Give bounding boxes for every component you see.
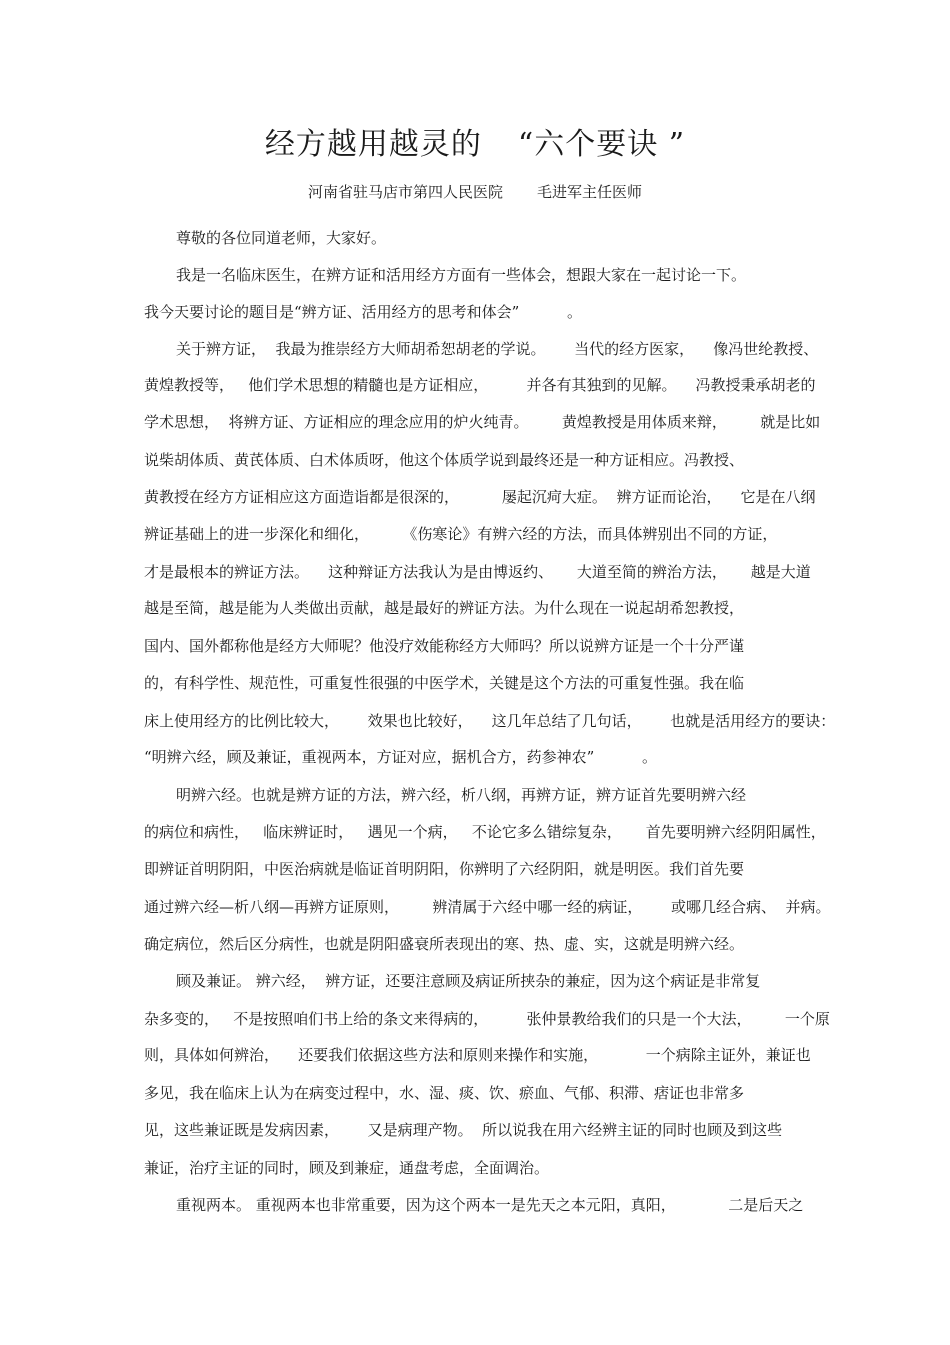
paragraph-line: 辨证基础上的进一步深化和细化， 《伤寒论》有辨六经的方法，而具体辨别出不同的方证， <box>144 525 778 543</box>
paragraph-line: 的，有科学性、规范性，可重复性很强的中医学术，关键是这个方法的可重复性强。我在临 <box>144 674 745 692</box>
paragraph-line: 兼证，治疗主证的同时，顾及到兼症，通盘考虑，全面调治。 <box>144 1159 550 1177</box>
paragraph-line: 黄教授在经方方证相应这方面造诣都是很深的， 屡起沉疴大症。 辨方证而论治， 它是在八纲 <box>144 488 816 506</box>
paragraph-line: “明辨六经，顾及兼证，重视两本，方证对应，据机合方，药参神农” 。 <box>144 748 658 766</box>
title-main: 经方越用越灵的 <box>264 127 482 162</box>
paragraph-line: 床上使用经方的比例比较大， 效果也比较好， 这几年总结了几句话， 也就是活用经方的要诀： <box>144 712 836 730</box>
paragraph-line: 重视两本。 重视两本也非常重要，因为这个两本一是先天之本元阳，真阳， 二是后天之 <box>176 1196 804 1214</box>
paragraph-line: 才是最根本的辨证方法。 这种辩证方法我认为是由博返约、 大道至简的辨治方法， 越是大道 <box>144 563 811 581</box>
paragraph-line: 我今天要讨论的题目是“辨方证、活用经方的思考和体会” 。 <box>144 303 583 321</box>
paragraph-line: 学术思想， 将辨方证、方证相应的理念应用的炉火纯青。 黄煌教授是用体质来辩， 就是比如 <box>144 413 821 431</box>
paragraph-line: 国内、国外都称他是经方大师呢？他没疗效能称经方大师吗？所以说辨方证是一个十分严谨 <box>144 637 745 655</box>
paragraph-line: 关于辨方证， 我最为推崇经方大师胡希恕胡老的学说。 当代的经方医家， 像冯世纶教授、 <box>176 340 819 358</box>
title-quote: “六个要诀 ” <box>517 127 686 162</box>
paragraph-line: 即辨证首明阴阳，中医治病就是临证首明阴阳，你辨明了六经阴阳，就是明医。我们首先要 <box>144 860 745 878</box>
paragraph-line: 越是至简，越是能为人类做出贡献，越是最好的辨证方法。为什么现在一说起胡希恕教授， <box>144 599 745 617</box>
paragraph-line: 则，具体如何辨治， 还要我们依据这些方法和原则来操作和实施， 一个病除主证外，兼证也 <box>144 1046 811 1064</box>
paragraph-line: 我是一名临床医生，在辨方证和活用经方方面有一些体会，想跟大家在一起讨论一下。 <box>176 266 747 284</box>
paragraph-line: 尊敬的各位同道老师，大家好。 <box>176 229 387 247</box>
paragraph-line: 确定病位，然后区分病性，也就是阴阳盛衰所表现出的寒、热、虚、实，这就是明辨六经。 <box>144 935 745 953</box>
author-line <box>0 180 950 204</box>
paragraph-line: 顾及兼证。 辨六经， 辨方证，还要注意顾及病证所挟杂的兼症，因为这个病证是非常复 <box>176 972 761 990</box>
paragraph-line: 的病位和病性， 临床辨证时， 遇见一个病， 不论它多么错综复杂， 首先要明辨六经阴阳属性， <box>144 823 826 841</box>
paragraph-line: 通过辨六经—析八纲—再辨方证原则， 辨清属于六经中哪一经的病证， 或哪几经合病、 并病。 <box>144 898 831 916</box>
paragraph-line: 说柴胡体质、黄芪体质、白术体质呀，他这个体质学说到最终还是一种方证相应。冯教授、 <box>144 451 745 469</box>
affiliation: 河南省驻马店市第四人民医院 <box>307 183 503 201</box>
author-name: 毛进军主任医师 <box>537 183 643 201</box>
paragraph-line: 见，这些兼证既是发病因素， 又是病理产物。 所以说我在用六经辨主证的同时也顾及到这些 <box>144 1121 783 1139</box>
paragraph-line: 多见，我在临床上认为在病变过程中，水、湿、痰、饮、瘀血、气郁、积滞、痞证也非常多 <box>144 1084 745 1102</box>
paragraph-line: 黄煌教授等， 他们学术思想的精髓也是方证相应， 并各有其独到的见解。 冯教授秉承胡老的 <box>144 376 816 394</box>
paragraph-line: 杂多变的， 不是按照咱们书上给的条文来得病的， 张仲景教给我们的只是一个大法， 一个原 <box>144 1010 830 1028</box>
document-title <box>0 120 950 170</box>
paragraph-line: 明辨六经。也就是辨方证的方法，辨六经，析八纲，再辨方证，辨方证首先要明辨六经 <box>176 786 747 804</box>
